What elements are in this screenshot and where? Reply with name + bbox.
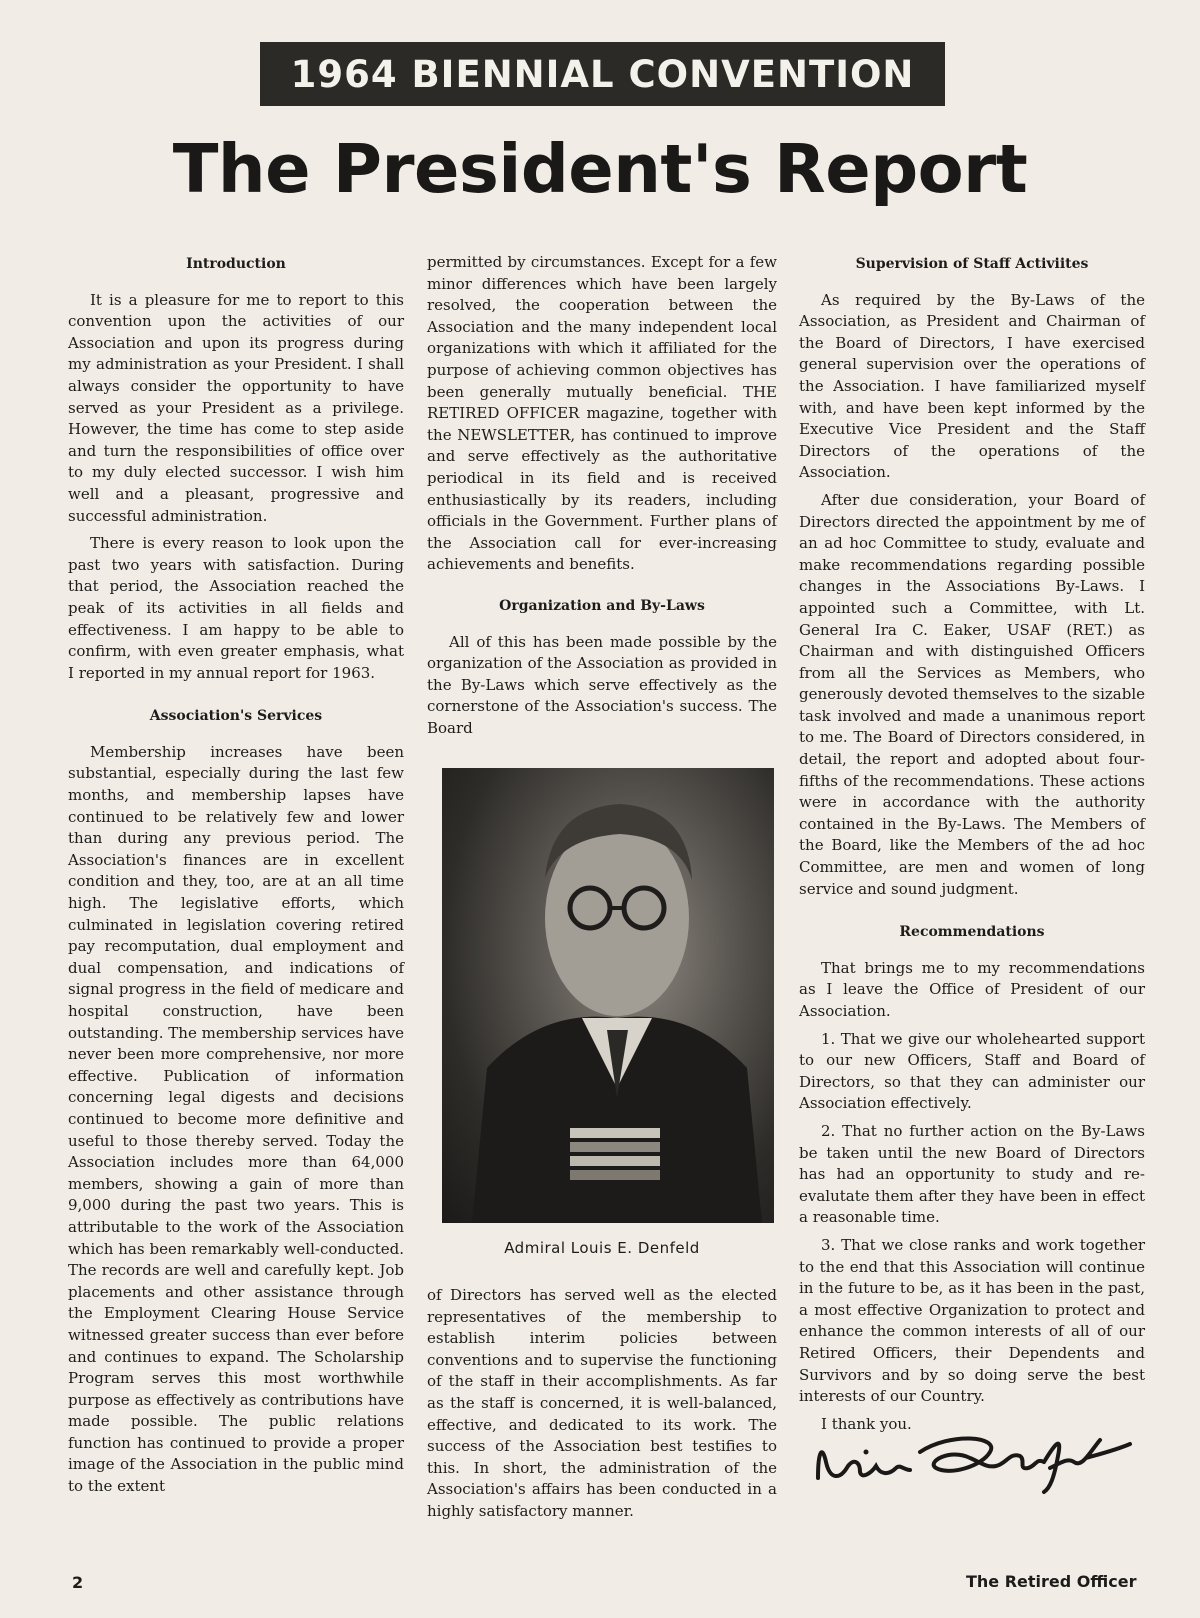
supervision-paragraph-2: After due consideration, your Board of Directors directed the appointment by me of an ad hoc Committee to study, evaluate and make recommendations regarding possible changes in the Associations By-Laws. I appointed such a Committee, with Lt. General Ira C. Eaker, USAF (RET.) as Chairman and with distinguished Officers from all the Services as Members, who generously devoted themselves to the sizable task involved and made a unanimous report to me. The Board of Directors considered, in detail, the report and adopted about four-fifths of the recommendations. These actions were in accordance with the authority contained in the By-Laws. The Members of the Board, like the Members of the ad hoc Committee, are men and women of long service and sound judgment. (799, 490, 1145, 898)
services-continuation: permitted by circumstances. Except for a few minor differences which have been largely resolved, the cooperation between the Association and the many independent local organizations with which it affiliated for the purpose of achieving common objectives has been generally mutually beneficial. THE RETIRED OFFICER magazine, together with the NEWSLETTER, has continued to improve and serve effectively as the authoritative periodical in its field and is received enthusiastically by its readers, including officials in the Government. Further plans of the Association call for ever-increasing achievements and benefits. (427, 253, 777, 574)
recommendation-3: 3. That we close ranks and work together to the end that this Association will continue in the future to be, as it has been in the past, a most effective Organization to protect and enhance the common interests of all of our Retired Officers, their Dependents and Survivors and by so doing serve the best interests of our Country. (799, 1235, 1145, 1406)
column-middle-lower (427, 1285, 777, 1529)
recommendation-2: 2. That no further action on the By-Laws be taken until the new Board of Directors has had an opportunity to study and re-evalutate them after they have been in effect a reasonable time. (799, 1121, 1145, 1227)
heading-introduction: Introduction (186, 256, 286, 272)
closing-thanks: I thank you. (821, 1414, 912, 1433)
recommendation-1: 1. That we give our wholehearted support to our new Officers, Staff and Board of Directors, so that they can administer our Association effectively. (799, 1029, 1145, 1113)
heading-organization: Organization and By-Laws (499, 597, 705, 614)
organization-paragraph-end: of Directors has served well as the elected representatives of the membership to establish interim policies between conventions and to supervise the functioning of the staff in their accomplishments. As far as the staff is concerned, it is well-balanced, effective, and dedicated to its work. The success of the Association best testifies to this. In short, the administration of the Association's affairs has been conducted in a highly satisfactory manner. (427, 1286, 777, 1520)
heading-supervision: Supervision of Staff Activiites (855, 256, 1089, 272)
organization-paragraph-start: All of this has been made possible by the organization of the Association as provided in the By-Laws which serve effectively as the cornerstone of the Association's success. The Board (427, 632, 777, 737)
portrait-illustration (442, 768, 774, 1223)
convention-banner: 1964 BIENNIAL CONVENTION (260, 42, 945, 106)
supervision-paragraph-1: As required by the By-Laws of the Association, as President and Chairman of the Board of Directors, I have exercised general supervision over the operations of the Association. I have familiarized myself with, and have been kept informed by the Executive Vice President and the Staff Directors of the operations of the Association. (799, 290, 1145, 482)
heading-recommendations: Recommendations (899, 924, 1045, 941)
intro-paragraph-2: There is every reason to look upon the past two years with satisfaction. During that period, the Association reached the peak of its activities in all fields and effectiveness. I am happy to be able to confirm, with even greater emphasis, what I reported in my annual report for 1963. (68, 534, 404, 682)
page-number: 2 (72, 1573, 84, 1592)
column-left (68, 254, 404, 1504)
intro-paragraph-1: It is a pleasure for me to report to this convention upon the activities of our Association and upon its progress during my administration as your President. I shall always consider the opportunity to have served as your President as a privilege. However, the time has come to step aside and turn the responsibilities of office over to my duly elected successor. I wish him well and a pleasant, progressive and successful administration. (68, 290, 404, 525)
page-title: The President's Report (172, 130, 1028, 208)
photo-caption: Admiral Louis E. Denfeld (504, 1239, 700, 1257)
heading-services: Association's Services (149, 708, 323, 725)
column-right (799, 254, 1145, 1441)
signature (800, 1422, 1140, 1498)
recommendations-intro: That brings me to my recommendations as I leave the Office of President of our Association. (799, 958, 1145, 1020)
column-middle (427, 252, 777, 745)
services-paragraph: Membership increases have been substantial, especially during the last few months, and membership lapses have continued to be relatively few and lower than during any previous period. The Association's finances are in excellent condition and they, too, are at an all time high. The legislative efforts, which culminated in legislation covering retired pay recomputation, dual employment and dual compensation, and indications of signal progress in the field of medicare and hospital construction, have been outstanding. The membership services have never been more comprehensive, nor more effective. Publication of information concerning legal digests and decisions continued to become more definitive and useful to those thereby served. Today the Association includes more than 64,000 members, showing a gain of more than 9,000 during the past two years. This is attributable to the work of the Association which has been remarkably well-conducted. The records are well and carefully kept. Job placements and other assistance through the Employment Clearing House Service witnessed greater success than ever before and continues to expand. The Scholarship Program serves this most worthwhile purpose as effectively as contributions have made possible. The public relations function has continued to provide a proper image of the Association in the public mind to the extent (68, 742, 404, 1496)
portrait-photo (442, 768, 774, 1223)
publication-name: The Retired Officer (966, 1572, 1137, 1591)
